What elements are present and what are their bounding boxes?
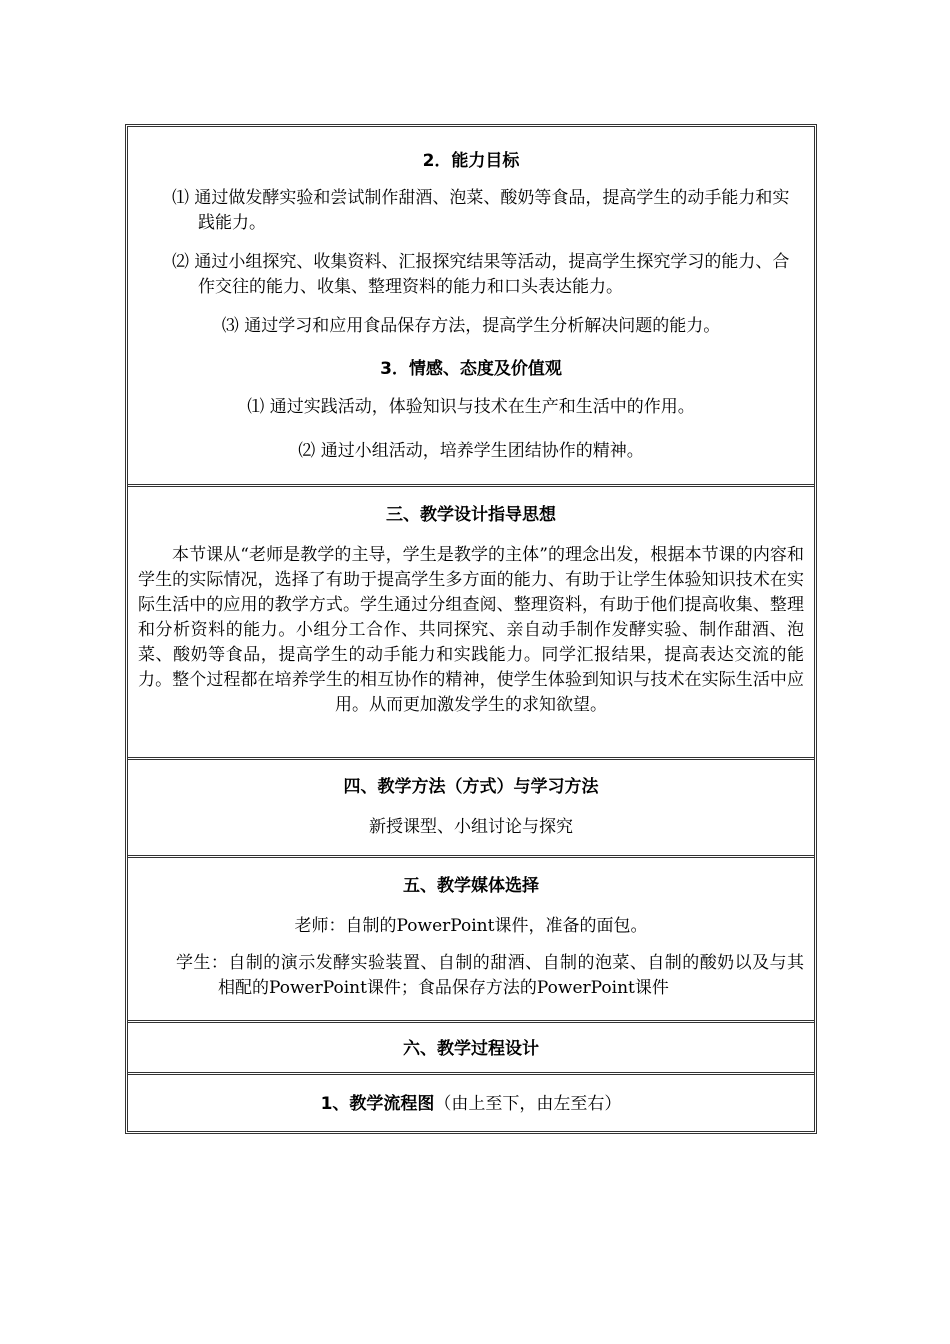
ability-item-2: ⑵ 通过小组探究、收集资料、汇报探究结果等活动，提高学生探究学习的能力、合作交往的能力、收集、整理资料的能力和口头表达能力。 [172,252,790,297]
media-student: 学生：自制的演示发酵实验装置、自制的甜酒、自制的泡菜、自制的酸奶以及与其相配的PowerPoint课件；食品保存方法的PowerPoint课件 [176,953,804,998]
method-heading: 四、教学方法（方式）与学习方法 [343,777,599,797]
lesson-plan-table [125,124,817,1134]
media-teacher: 老师：自制的PowerPoint课件，准备的面包。 [294,916,648,936]
flow-heading: 1、教学流程图 [320,1094,435,1114]
method-cell [128,757,814,855]
design-heading: 三、教学设计指导思想 [386,505,556,525]
media-cell [128,855,814,1020]
emotion-item-1: ⑴ 通过实践活动，体验知识与技术在生产和生活中的作用。 [247,397,695,417]
flow-cell [128,1072,814,1131]
lesson-plan-page [125,124,817,1134]
ability-item-3: ⑶ 通过学习和应用食品保存方法，提高学生分析解决问题的能力。 [221,316,721,336]
ability-item-1: ⑴ 通过做发酵实验和尝试制作甜酒、泡菜、酸奶等食品，提高学生的动手能力和实践能力。 [172,188,790,233]
design-cell [128,484,814,757]
design-body: 本节课从“老师是教学的主导，学生是教学的主体”的理念出发，根据本节课的内容和学生的实际情况，选择了有助于提高学生多方面的能力、有助于让学生体验知识技术在实际生活中的应用的教学方式。学生通过分组查阅、整理资料，有助于他们提高收集、整理和分析资料的能力。小组分工合作、共同探究、亲自动手制作发酵实验、制作甜酒、泡菜、酸奶等食品，提高学生的动手能力和实践能力。同学汇报结果，提高表达交流的能力。整个过程都在培养学生的相互协作的精神，使学生体验到知识与技术在实际生活中应用。从而更加激发学生的求知欲望。 [138,545,804,715]
method-body: 新授课型、小组讨论与探究 [369,817,573,837]
ability-heading: 2．能力目标 [422,151,520,171]
emotion-item-2: ⑵ 通过小组活动，培养学生团结协作的精神。 [298,441,644,461]
flow-note: （由上至下，由左至右） [434,1094,622,1114]
process-heading: 六、教学过程设计 [403,1039,539,1059]
media-heading: 五、教学媒体选择 [403,876,539,896]
emotion-heading: 3．情感、态度及价值观 [380,359,562,379]
process-cell [128,1020,814,1072]
goals-cell [128,127,814,484]
